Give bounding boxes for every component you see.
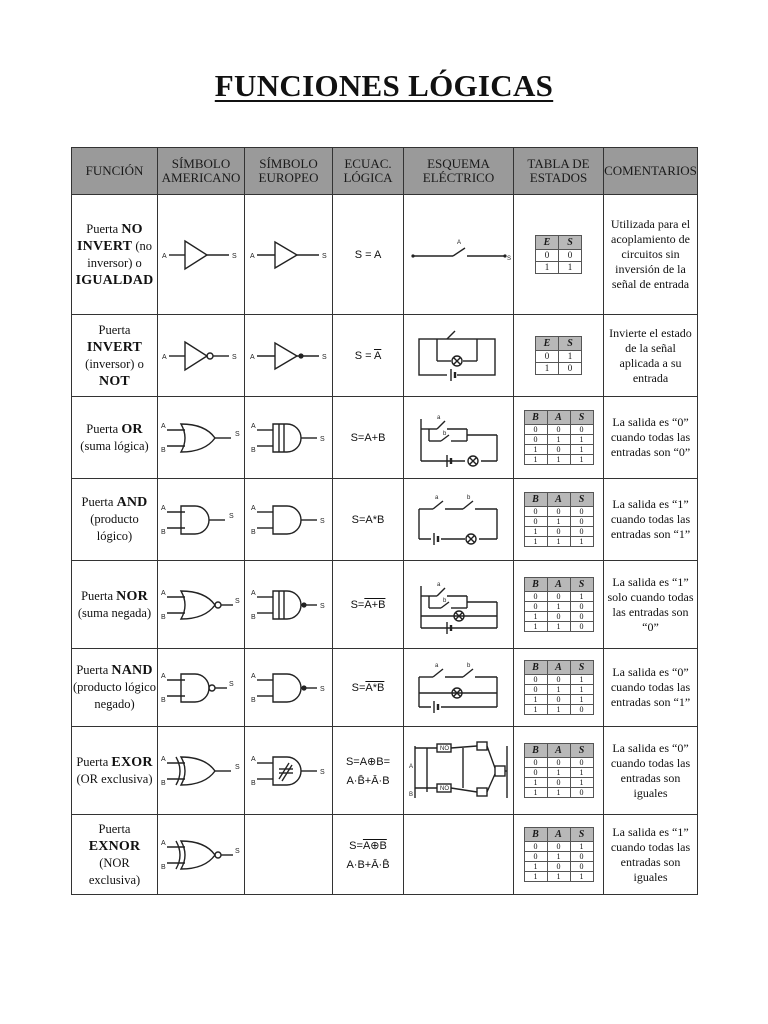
state-table-cell: 1 <box>547 622 570 632</box>
state-table-cell: 0 <box>547 695 570 705</box>
state-table-cell: 0 <box>524 852 547 862</box>
state-table-row <box>524 622 593 632</box>
electric-schematic-cell <box>404 727 514 815</box>
and-gate-american-symbol <box>158 490 244 550</box>
state-table-cell: 1 <box>547 602 570 612</box>
state-table-cell: 0 <box>547 862 570 872</box>
svg-text:NO: NO <box>439 745 449 752</box>
state-table-cell: 0 <box>547 675 570 685</box>
buf-gate-american-symbol <box>158 225 244 285</box>
function-name-cell: Puerta EXOR (OR exclusiva) <box>72 727 158 815</box>
state-table-cell: 0 <box>559 363 582 375</box>
state-table-cell: 1 <box>547 872 570 882</box>
state-table-header: S <box>570 828 593 842</box>
or-electric-schematic <box>404 405 513 471</box>
svg-text:NO: NO <box>439 785 449 792</box>
table-row <box>72 195 698 315</box>
state-table-cell: 0 <box>570 758 593 768</box>
state-table-cell: 1 <box>570 445 593 455</box>
comment-cell: La salida es “1” cuando todas las entradas son iguales <box>604 815 698 895</box>
state-table-cell: 1 <box>524 527 547 537</box>
american-symbol-cell <box>158 315 245 397</box>
not-gate-american-symbol <box>158 326 244 386</box>
svg-text:A: A <box>161 672 166 680</box>
comment-cell: La salida es “0” cuando todas las entradas son “0” <box>604 397 698 479</box>
table-row <box>72 561 698 649</box>
svg-text:B: B <box>250 696 256 704</box>
state-table-cell: 0 <box>559 250 582 262</box>
state-table-cell: 0 <box>547 527 570 537</box>
xor-gate-american-symbol <box>158 741 244 801</box>
logic-functions-table <box>71 147 698 895</box>
state-table-cell-wrapper <box>514 195 604 315</box>
svg-text:S: S <box>235 430 240 438</box>
svg-text:A: A <box>162 252 167 260</box>
state-table-cell: 1 <box>524 872 547 882</box>
table-row <box>72 649 698 727</box>
state-table-cell-wrapper <box>514 649 604 727</box>
state-table-cell: 1 <box>547 537 570 547</box>
state-table-header: A <box>547 493 570 507</box>
svg-text:B: B <box>161 613 166 621</box>
header-american-symbol: SÍMBOLO AMERICANO <box>158 148 245 195</box>
state-table-cell: 1 <box>524 445 547 455</box>
state-table-cell: 0 <box>536 250 559 262</box>
nor-electric-schematic <box>404 572 513 638</box>
logic-equation-cell <box>333 397 404 479</box>
state-table-cell: 1 <box>570 455 593 465</box>
european-symbol-cell <box>245 561 333 649</box>
state-table-cell: 1 <box>524 705 547 715</box>
state-table-cell: 1 <box>547 788 570 798</box>
state-table-header: B <box>524 828 547 842</box>
electric-schematic-cell <box>404 195 514 315</box>
american-symbol-cell <box>158 397 245 479</box>
state-table-row <box>524 778 593 788</box>
state-table-cell-wrapper <box>514 479 604 561</box>
state-table-cell: 0 <box>547 445 570 455</box>
comment-cell: La salida es “1” cuando todas las entradas son “1” <box>604 479 698 561</box>
electric-schematic-cell <box>404 479 514 561</box>
state-table-cell: 0 <box>547 592 570 602</box>
state-table-cell: 1 <box>570 778 593 788</box>
equation-line-1: S=A⊕B <box>349 839 387 852</box>
header-comments: COMENTARIOS <box>604 148 698 195</box>
svg-text:B: B <box>161 779 166 787</box>
svg-text:S: S <box>319 685 325 693</box>
state-table-row <box>524 758 593 768</box>
header-european-symbol: SÍMBOLO EUROPEO <box>245 148 333 195</box>
equation-line-1: S=A*B <box>351 681 385 694</box>
svg-text:S: S <box>229 680 234 688</box>
state-table-cell: 1 <box>570 685 593 695</box>
state-table <box>535 235 582 274</box>
state-table-header: S <box>559 337 582 351</box>
svg-text:b: b <box>442 597 446 604</box>
state-table-cell: 1 <box>547 768 570 778</box>
state-table-cell: 1 <box>570 537 593 547</box>
nor-gate-american-symbol <box>158 575 244 635</box>
american-symbol-cell <box>158 815 245 895</box>
comment-cell: Invierte el estado de la señal aplicada a su entrada <box>604 315 698 397</box>
svg-text:b: b <box>466 662 470 669</box>
state-table-cell: 1 <box>570 768 593 778</box>
state-table-cell: 1 <box>570 695 593 705</box>
svg-text:S: S <box>235 763 240 771</box>
state-table-cell: 0 <box>524 435 547 445</box>
state-table-row <box>524 517 593 527</box>
table-row <box>72 397 698 479</box>
state-table-row <box>524 842 593 852</box>
american-symbol-cell <box>158 561 245 649</box>
state-table-header: S <box>570 411 593 425</box>
european-symbol-cell <box>245 195 333 315</box>
electric-schematic-cell <box>404 397 514 479</box>
function-name-cell: Puerta INVERT (inversor) o NOT <box>72 315 158 397</box>
state-table-row <box>524 872 593 882</box>
svg-text:S: S <box>319 435 325 443</box>
state-table-header: A <box>547 744 570 758</box>
electric-schematic-cell <box>404 649 514 727</box>
equation-line-1: S=A⊕B= <box>345 755 391 768</box>
state-table-header: E <box>536 236 559 250</box>
equation-line-1: S=A*B <box>351 513 385 526</box>
equation-line-2: A·B̄+Ā·B <box>346 774 390 787</box>
svg-text:A: A <box>250 504 256 512</box>
state-table-cell: 0 <box>524 425 547 435</box>
svg-text:A: A <box>250 755 256 763</box>
american-symbol-cell <box>158 479 245 561</box>
state-table <box>524 577 594 632</box>
state-table-cell: 1 <box>524 862 547 872</box>
state-table-cell: 0 <box>524 675 547 685</box>
svg-text:S: S <box>506 255 511 262</box>
svg-text:A: A <box>161 504 166 512</box>
state-table-row <box>524 612 593 622</box>
header-row <box>72 148 698 195</box>
state-table-cell: 0 <box>570 602 593 612</box>
svg-text:A: A <box>408 763 413 770</box>
state-table-cell: 0 <box>570 622 593 632</box>
state-table-cell-wrapper <box>514 561 604 649</box>
european-symbol-cell <box>245 315 333 397</box>
state-table-cell: 1 <box>570 435 593 445</box>
state-table-row <box>536 351 582 363</box>
state-table-cell: 1 <box>547 685 570 695</box>
svg-text:B: B <box>408 791 413 798</box>
european-symbol-cell <box>245 397 333 479</box>
state-table-header: S <box>559 236 582 250</box>
equation-line-1: $S = \overline{A}$ <box>354 349 382 362</box>
state-table-cell-wrapper <box>514 315 604 397</box>
state-table-cell: 1 <box>547 435 570 445</box>
table-row <box>72 479 698 561</box>
nand-gate-european-symbol <box>245 658 332 718</box>
state-table <box>524 410 594 465</box>
buf-gate-european-symbol <box>245 225 332 285</box>
electric-schematic-cell <box>404 815 514 895</box>
state-table-cell: 0 <box>547 758 570 768</box>
state-table-cell: 0 <box>524 602 547 612</box>
european-symbol-cell <box>245 649 333 727</box>
electric-schematic-cell <box>404 561 514 649</box>
and-electric-schematic <box>404 487 513 553</box>
state-table-row <box>524 527 593 537</box>
state-table-cell-wrapper <box>514 815 604 895</box>
not-gate-european-symbol <box>245 326 332 386</box>
svg-text:A: A <box>456 239 461 246</box>
state-table-cell: 1 <box>570 675 593 685</box>
svg-text:a: a <box>436 581 440 588</box>
state-table-cell: 1 <box>547 517 570 527</box>
state-table-header: A <box>547 828 570 842</box>
svg-text:A: A <box>162 353 167 361</box>
state-table-cell: 0 <box>524 517 547 527</box>
equation-line-1: S=A+B <box>350 431 386 444</box>
comment-cell: Utilizada para el acoplamiento de circuitos sin inversión de la señal de entrada <box>604 195 698 315</box>
state-table-cell: 0 <box>547 425 570 435</box>
state-table-header: E <box>536 337 559 351</box>
logic-equation-cell <box>333 815 404 895</box>
european-symbol-cell <box>245 727 333 815</box>
state-table-header: B <box>524 661 547 675</box>
european-symbol-cell <box>245 479 333 561</box>
state-table-cell: 1 <box>524 537 547 547</box>
header-logic-equation: ECUAC. LÓGICA <box>333 148 404 195</box>
svg-text:S: S <box>321 353 327 361</box>
svg-text:A: A <box>250 589 256 597</box>
state-table-header: A <box>547 661 570 675</box>
state-table-cell: 0 <box>570 705 593 715</box>
svg-text:S: S <box>319 517 325 525</box>
svg-text:A: A <box>161 755 166 763</box>
state-table-cell: 1 <box>524 622 547 632</box>
state-table <box>524 827 594 882</box>
state-table-row <box>524 788 593 798</box>
state-table-cell: 1 <box>559 262 582 274</box>
state-table-row <box>524 592 593 602</box>
nor-gate-european-symbol <box>245 575 332 635</box>
state-table-cell: 1 <box>536 262 559 274</box>
comment-cell: La salida es “0” cuando todas las entradas son “1” <box>604 649 698 727</box>
logic-equation-cell <box>333 315 404 397</box>
svg-text:A: A <box>161 422 166 430</box>
state-table-cell: 0 <box>570 425 593 435</box>
state-table-cell: 0 <box>524 592 547 602</box>
function-name-cell: Puerta OR (suma lógica) <box>72 397 158 479</box>
state-table-header: S <box>570 661 593 675</box>
state-table-cell: 0 <box>536 351 559 363</box>
svg-text:A: A <box>161 589 166 597</box>
state-table-cell-wrapper <box>514 397 604 479</box>
state-table-row <box>536 250 582 262</box>
state-table-cell: 1 <box>547 455 570 465</box>
state-table-cell: 1 <box>524 778 547 788</box>
svg-text:S: S <box>235 847 240 855</box>
state-table <box>524 492 594 547</box>
buf-electric-schematic <box>404 222 513 288</box>
american-symbol-cell <box>158 727 245 815</box>
state-table-cell: 0 <box>570 507 593 517</box>
state-table-cell: 0 <box>547 842 570 852</box>
svg-text:A: A <box>250 672 256 680</box>
state-table-cell: 0 <box>547 778 570 788</box>
svg-text:b: b <box>442 430 446 437</box>
state-table-cell: 0 <box>524 685 547 695</box>
svg-text:B: B <box>161 528 166 536</box>
svg-text:A: A <box>249 353 255 361</box>
state-table-cell: 0 <box>570 862 593 872</box>
svg-text:a: a <box>434 494 438 501</box>
svg-text:a: a <box>436 414 440 421</box>
svg-text:A: A <box>250 422 256 430</box>
state-table-row <box>524 507 593 517</box>
comment-cell: La salida es “1” solo cuando todas las entradas son “0” <box>604 561 698 649</box>
state-table-cell: 0 <box>524 507 547 517</box>
or-gate-american-symbol <box>158 408 244 468</box>
svg-text:a: a <box>434 662 438 669</box>
state-table <box>524 660 594 715</box>
state-table-row <box>536 262 582 274</box>
state-table-row <box>524 705 593 715</box>
logic-equation-cell <box>333 649 404 727</box>
state-table-cell: 0 <box>524 768 547 778</box>
state-table-row <box>524 537 593 547</box>
svg-text:S: S <box>319 768 325 776</box>
state-table-cell: 0 <box>524 842 547 852</box>
state-table-cell: 1 <box>536 363 559 375</box>
electric-schematic-cell <box>404 315 514 397</box>
equation-line-1: S=A+B <box>350 598 386 611</box>
not-electric-schematic <box>404 323 513 389</box>
table-row <box>72 727 698 815</box>
state-table-header: B <box>524 578 547 592</box>
xor-electric-schematic <box>404 738 513 804</box>
svg-text:A: A <box>249 252 255 260</box>
state-table-cell: 0 <box>570 788 593 798</box>
nand-gate-american-symbol <box>158 658 244 718</box>
equation-line-2: A·B+Ā·B̄ <box>346 858 390 871</box>
state-table-row <box>524 768 593 778</box>
table-row <box>72 315 698 397</box>
state-table-cell-wrapper <box>514 727 604 815</box>
state-table-row <box>524 425 593 435</box>
state-table-header: A <box>547 411 570 425</box>
header-state-table: TABLA DE ESTADOS <box>514 148 604 195</box>
svg-text:B: B <box>161 446 166 454</box>
state-table-row <box>524 852 593 862</box>
state-table-cell: 0 <box>570 527 593 537</box>
state-table-cell: 0 <box>570 612 593 622</box>
function-name-cell: Puerta AND (producto lógico) <box>72 479 158 561</box>
state-table-cell: 0 <box>547 612 570 622</box>
state-table-header: B <box>524 744 547 758</box>
state-table-cell: 0 <box>524 758 547 768</box>
logic-equation-cell <box>333 561 404 649</box>
svg-text:S: S <box>235 597 240 605</box>
state-table-cell: 0 <box>570 852 593 862</box>
svg-text:B: B <box>250 779 256 787</box>
svg-text:S: S <box>232 353 237 361</box>
svg-text:b: b <box>466 494 470 501</box>
state-table-row <box>524 685 593 695</box>
xnor-gate-american-symbol <box>158 825 244 885</box>
state-table-row <box>524 862 593 872</box>
xor-gate-european-symbol <box>245 741 332 801</box>
svg-text:S: S <box>232 252 237 260</box>
table-row <box>72 815 698 895</box>
nand-electric-schematic <box>404 655 513 721</box>
state-table-cell: 1 <box>570 842 593 852</box>
state-table-cell: 1 <box>570 872 593 882</box>
state-table-cell: 1 <box>524 788 547 798</box>
state-table-row <box>524 435 593 445</box>
equation-line-1: S = A <box>354 248 382 261</box>
header-function: FUNCIÓN <box>72 148 158 195</box>
svg-text:B: B <box>161 696 166 704</box>
page-title: FUNCIONES LÓGICAS <box>214 68 554 103</box>
american-symbol-cell <box>158 195 245 315</box>
state-table-cell: 0 <box>547 507 570 517</box>
state-table-header: B <box>524 493 547 507</box>
state-table-cell: 1 <box>559 351 582 363</box>
state-table-row <box>536 363 582 375</box>
state-table-cell: 1 <box>524 455 547 465</box>
state-table-header: B <box>524 411 547 425</box>
svg-text:B: B <box>250 528 256 536</box>
function-name-cell: Puerta EXNOR (NOR exclusiva) <box>72 815 158 895</box>
state-table-row <box>524 602 593 612</box>
logic-equation-cell <box>333 195 404 315</box>
svg-text:S: S <box>229 512 234 520</box>
state-table-cell: 1 <box>570 592 593 602</box>
state-table-row <box>524 455 593 465</box>
header-electric-schematic: ESQUEMA ELÉCTRICO <box>404 148 514 195</box>
state-table-row <box>524 695 593 705</box>
state-table <box>535 336 582 375</box>
svg-text:B: B <box>161 863 166 871</box>
logic-equation-cell <box>333 727 404 815</box>
svg-text:S: S <box>321 252 327 260</box>
svg-text:B: B <box>250 613 256 621</box>
state-table-row <box>524 445 593 455</box>
state-table-cell: 1 <box>547 705 570 715</box>
and-gate-european-symbol <box>245 490 332 550</box>
european-symbol-cell <box>245 815 333 895</box>
state-table-cell: 0 <box>570 517 593 527</box>
state-table-cell: 1 <box>524 695 547 705</box>
state-table-header: A <box>547 578 570 592</box>
or-gate-european-symbol <box>245 408 332 468</box>
function-name-cell: Puerta NAND (producto lógico negado) <box>72 649 158 727</box>
state-table-row <box>524 675 593 685</box>
state-table-header: S <box>570 493 593 507</box>
american-symbol-cell <box>158 649 245 727</box>
state-table-cell: 1 <box>547 852 570 862</box>
state-table-header: S <box>570 578 593 592</box>
svg-text:A: A <box>161 839 166 847</box>
function-name-cell: Puerta NOR (suma negada) <box>72 561 158 649</box>
function-name-cell: Puerta NO INVERT (no inversor) o IGUALDAD <box>72 195 158 315</box>
svg-text:B: B <box>250 446 256 454</box>
state-table-cell: 1 <box>524 612 547 622</box>
svg-text:S: S <box>319 602 325 610</box>
logic-equation-cell <box>333 479 404 561</box>
state-table-header: S <box>570 744 593 758</box>
comment-cell: La salida es “0” cuando todas las entradas son iguales <box>604 727 698 815</box>
state-table <box>524 743 594 798</box>
